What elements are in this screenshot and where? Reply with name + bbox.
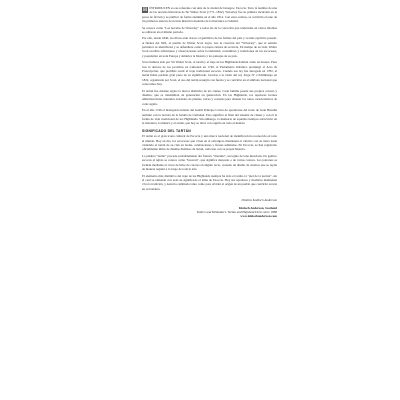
- body-paragraph: Si no hubiera sido por Sir Walter Scott, el tartán y el traje de los Highlands habrían caído en desuso. Pues tras la derrota de los jacobitas en Culloden en 1746, el Parlamento británico promulgó el Acta de Proscripción, que prohibía vestir el traje tradicional escocés. Cuando esa ley fue derogada en 1782, el tartán había perdido gran parte de su significado. Gracias a la visita del rey Jorge IV a Edimburgo en 1822, organizada por Scott, el uso del tartán resurgió con fuerza y se convirtió en el símbolo nacional que conocemos hoy.: [142, 60, 277, 87]
- body-paragraph: El tartán fue durante siglos la marca distintiva de los clanes. Cada familia poseía sus propios colores y diseños, que se transmitían de generación en generación. En las Highlands, los tejedores locales utilizaban tintes naturales extraídos de plantas, raíces y cortezas para obtener los tonos característicos de cada región.: [142, 88, 277, 106]
- body-paragraph: En el año 1746 el malogrado intento del Gentil Príncipe Carlos de apoderarse del trono de Gran Bretaña terminó con la derrota de la batalla de Culloden. Esto significó el final del sistema de clanes y con él la forma de vida tradicional de los Highlands. Sin embargo, la memoria de aquellos tiempos sobrevivió en la literatura, la música y el tartán, que hoy se lleva con orgullo en todo el mundo.: [142, 108, 277, 126]
- body-paragraph: Se conoce como "Las novelas de Waverley" a todas las de la colección que traducidas en varios idiomas se editaron en el mismo periodo.: [142, 25, 277, 34]
- credit-website[interactable]: www.kinlochanderson.com: [240, 214, 277, 219]
- credit-name: Kinloch Anderson, Scotland: [238, 206, 277, 211]
- author-signature: Dimitra Kubisch Anderson: [241, 197, 277, 202]
- section-paragraph: El elemento más distintivo del traje de las Highlands siempre ha sido el tartán, la "piel de la nación", sin el cual se entiende con todo su significado el alma de Escocia. Hoy sus tejedores y modistas mantienen viva la tradición, y nada ha cambiado tanto como para olvidar el origen de un pueblo que convirtió su tela en su bandera.: [142, 173, 277, 191]
- intro-text: ÍNTRODUCEN es ese referente con unte de la ciudad de Glasgow. Escocia. Tuvo la nombre de una de las novelas históricas de Sir Walter Scott (1771–1832). Waverley fue su primera incursión en la prosa de ficción y se publicó de forma anónima en el año 1814. Con estos relatos, se convirtió en uno de los primeros autores de novela histórica moderna de la literatura occidental.: [142, 6, 277, 24]
- intro-paragraph: [142, 6, 277, 23]
- credit-publisher: Tailors and Kiltmakers. Tartan and Highland Dress since 1868: [196, 210, 277, 215]
- article-column: [142, 6, 277, 218]
- section-paragraph: La palabra "tartán" procede probablemente del francés "tiretaine", un tejido de lana mezclada. En gaélico escocés el tejido se conoce como "breacan", que significa moteado o de varios colores. Los patrones se forman mediante el cruce de hilos de colores en ángulo recto, creando un diseño de cuadros que se repite de manera regular a lo largo de toda la tela.: [142, 153, 277, 171]
- section-paragraph: El tartán es el gran icono cultural de Escocia y una marca nacional de identificación reconocida en todo el mundo. Hoy en día, los escoceses que viven en el extranjero mantienen el vínculo con su tierra natal vistiendo el tartán de su clan en bodas, celebraciones y fiestas señaladas. En Escocia, se han registrado oficialmente miles de diseños distintos de tartán, cada uno con su propia historia.: [142, 134, 277, 152]
- drop-cap: H: [142, 6, 148, 13]
- section-heading: SIGNIFICADO DEL TARTÁN: [142, 128, 191, 133]
- credit-block: [142, 206, 277, 218]
- body-paragraph: Por ello, desde 1840, los libros eran claros: el gentilicio de las formas del país y su más explícito pasado. A finales del XIX, el pueblo de Walter Scott logró, tras la creación del "Waverley", que el sentido patriótico se identificara y se defendiera como la propia cultura de su tierra. En tiempo de su vida, Walter Scott escribió reflexiones y observaciones sobre la identidad, costumbres y tradiciones de los escoceses, y popularizó en toda Europa y América la historia y los paisajes de su país.: [142, 36, 277, 58]
